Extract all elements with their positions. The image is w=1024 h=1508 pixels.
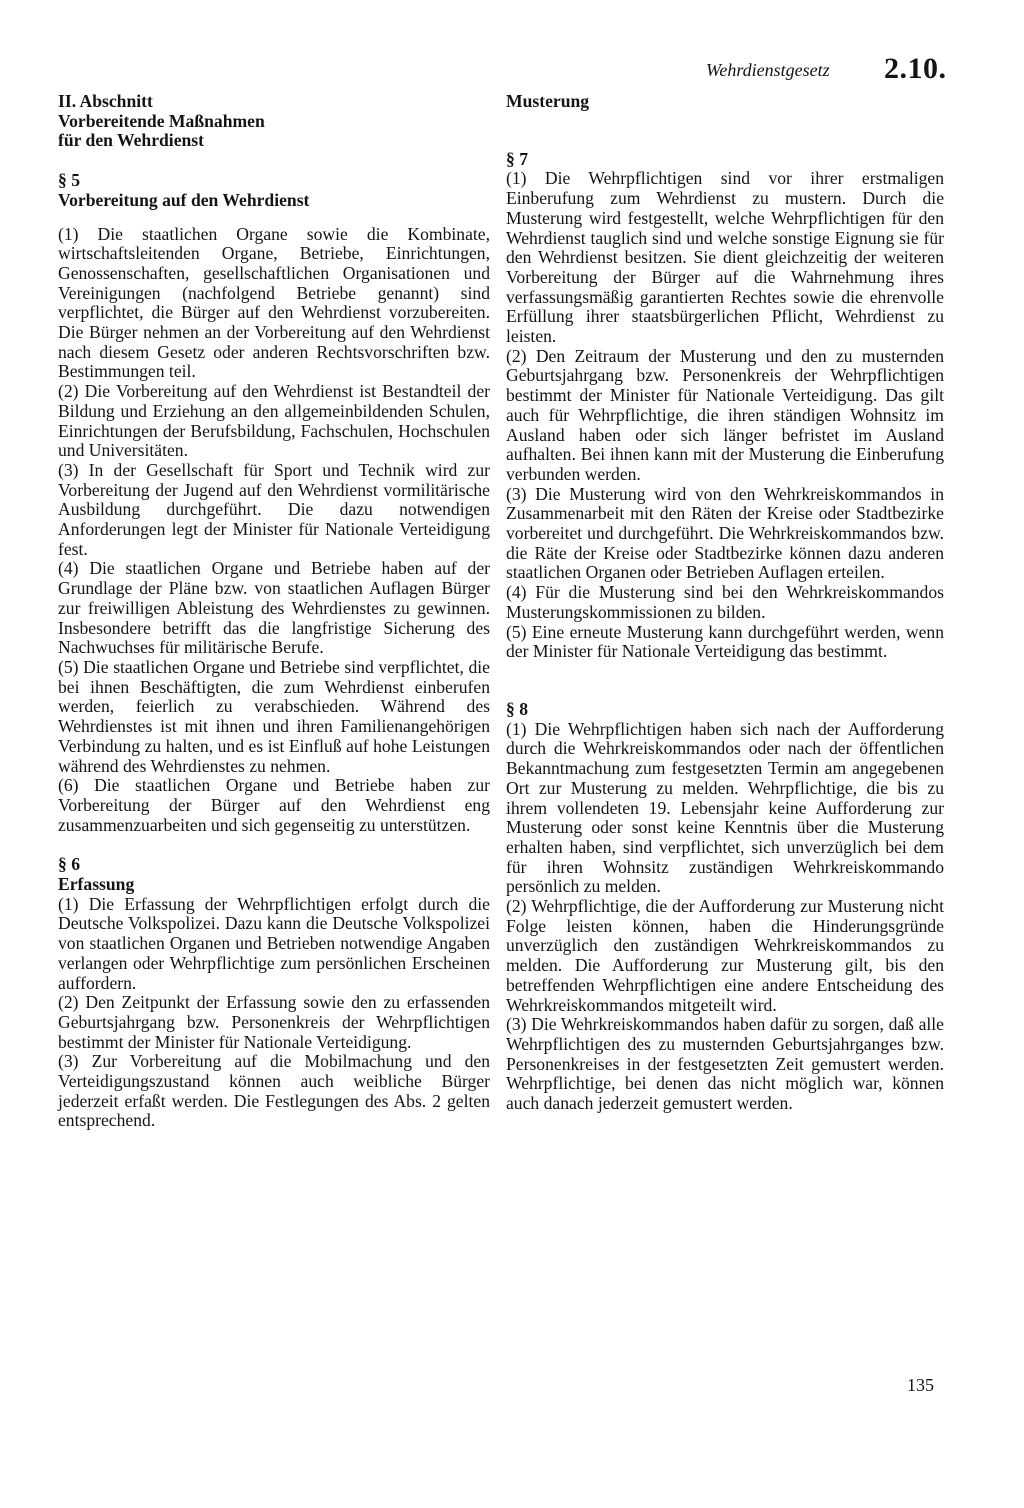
section-7-symbol: § 7: [506, 148, 528, 169]
s5-paragraph-4: (4) Die staatlichen Organe und Betriebe haben auf der Grundlage der Pläne bzw. von staatlichen Auflagen Bürger zur freiwilligen Ableistung des Wehrdienstes zu gewinnen. Insbesondere betrifft das die langfristige Sicherung des Nachwuchses für militärische Berufe.: [58, 558, 490, 658]
musterung-heading: Musterung: [506, 91, 590, 111]
s6-paragraph-1: (1) Die Erfassung der Wehrpflichtigen erfolgt durch die Deutsche Volkspolizei. Dazu kann die Deutsche Volkspolizei von staatlichen Organen und Betrieben notwendige Angaben verlangen oder Wehrpflichtige zum persönlichen Erscheinen auffordern.: [58, 893, 490, 993]
s8-paragraph-3: (3) Die Wehrkreiskommandos haben dafür zu sorgen, daß alle Wehrpflichtigen des zu musternden Geburtsjahrganges bzw. Personenkreises in der festgesetzten Zeit gemustert werden. Wehrpflichtige, bei denen das nicht möglich war, können auch danach jederzeit gemustert werden.: [506, 1014, 944, 1114]
running-title: Wehrdienstgesetz: [706, 60, 830, 80]
s8-paragraph-1: (1) Die Wehrpflichtigen haben sich nach der Aufforderung durch die Wehrkreiskommandos oder nach der öffentlichen Bekanntmachung zum festgesetzten Termin am angegebenen Ort zur Musterung zu melden. Wehrpflichtige, die bis zu ihrem vollendeten 19. Lebensjahr keine Aufforderung zur Musterung oder sonst keine Kenntnis über die Musterung erhalten haben, sind verpflichtet, sich unverzüglich bei dem für ihren Wohnsitz zuständigen Wehrkreiskommando persönlich zu melden.: [506, 718, 944, 897]
s5-paragraph-6: (6) Die staatlichen Organe und Betriebe haben zur Vorbereitung der Bürger auf den Wehrdienst eng zusammenzuarbeiten und sich gegenseitig zu unterstützen.: [58, 775, 490, 835]
s7-paragraph-3: (3) Die Musterung wird von den Wehrkreiskommandos in Zusammenarbeit mit den Räten der Kreise oder Stadtbezirke vorbereitet und durchgeführt. Die Wehrkreiskommandos bzw. die Räte der Kreise oder Stadtbezirke können dazu anderen staatlichen Organen oder Betrieben Auflagen erteilen.: [506, 483, 944, 583]
section-6-symbol: § 6: [58, 854, 80, 875]
s5-paragraph-2: (2) Die Vorbereitung auf den Wehrdienst ist Bestandteil der Bildung und Erziehung an den allgemeinbildenden Schulen, Einrichtungen der Berufsbildung, Fachschulen, Hochschulen und Universitäten.: [58, 381, 490, 461]
s7-paragraph-5: (5) Eine erneute Musterung kann durchgeführt werden, wenn der Minister für Nationale Verteidigung das bestimmt.: [506, 621, 944, 662]
chapter-heading-line1: II. Abschnitt: [58, 91, 153, 111]
s6-paragraph-3: (3) Zur Vorbereitung auf die Mobilmachung und den Verteidigungszustand können auch weibliche Bürger jederzeit erfaßt werden. Die Festlegungen des Abs. 2 gelten entsprechend.: [58, 1051, 490, 1131]
s5-paragraph-3: (3) In der Gesellschaft für Sport und Technik wird zur Vorbereitung der Jugend auf den Wehrdienst vormilitärische Ausbildung durchgeführt. Die dazu notwendigen Anforderungen legt der Minister für Nationale Verteidigung fest.: [58, 459, 490, 559]
s7-paragraph-4: (4) Für die Musterung sind bei den Wehrkreiskommandos Musterungskommissionen zu bilden.: [506, 582, 944, 622]
section-number: 2.10.: [884, 52, 947, 85]
s7-paragraph-2: (2) Den Zeitraum der Musterung und den zu musternden Geburtsjahrgang bzw. Personenkreis der Wehrpflichtigen bestimmt der Minister für Nationale Verteidigung. Das gilt auch für Wehrpflichtige, die ihren ständigen Wohnsitz im Ausland haben oder sich länger befristet im Ausland aufhalten. Bei ihnen kann mit der Musterung die Einberufung verbunden werden.: [506, 345, 944, 484]
s7-paragraph-1: (1) Die Wehrpflichtigen sind vor ihrer erstmaligen Einberufung zum Wehrdienst zu mustern. Durch die Musterung wird festgestellt, welche Wehrpflichtigen für den Wehrdienst tauglich sind und welche sonstige Eignung sie für den Wehrdienst besitzen. Sie dient gleichzeitig der weiteren Vorbereitung der Bürger auf die Wahrnehmung ihres verfassungsmäßig garantierten Rechtes sowie die ehrenvolle Erfüllung ihrer staatsbürgerlichen Pflicht, Wehrdienst zu leisten.: [506, 168, 944, 347]
s6-paragraph-2: (2) Den Zeitpunkt der Erfassung sowie den zu erfassenden Geburtsjahrgang bzw. Personenkreis der Wehrpflichtigen bestimmt der Minister für Nationale Verteidigung.: [58, 992, 490, 1052]
section-5-symbol: § 5: [58, 170, 80, 191]
left-column: [58, 92, 490, 1131]
section-6-title: Erfassung: [58, 874, 135, 895]
s5-paragraph-1: (1) Die staatlichen Organe sowie die Kombinate, wirtschaftsleitenden Organe, Betriebe, Einrichtungen, Genossenschaften, gesellschaftlichen Organisationen und Vereinigungen (nachfolgend Betriebe genannt) sind verpflichtet, die Bürger auf den Wehrdienst vorzubereiten. Die Bürger nehmen an der Vorbereitung auf den Wehrdienst nach diesem Gesetz oder anderen Rechtsvorschriften bzw. Bestimmungen teil.: [58, 223, 490, 382]
section-5-title: Vorbereitung auf den Wehrdienst: [58, 189, 310, 210]
right-column: [506, 92, 944, 1114]
section-8-symbol: § 8: [506, 698, 528, 719]
s5-paragraph-5: (5) Die staatlichen Organe und Betriebe sind verpflichtet, die bei ihnen Beschäftigten, die zum Wehrdienst einberufen werden, feierlich zu verabschieden. Während des Wehrdienstes ist mit ihnen und ihren Familienangehörigen Verbindung zu halten, und es ist Einfluß auf hohe Leistungen während des Wehrdienstes zu nehmen.: [58, 656, 490, 776]
chapter-heading-line3: für den Wehrdienst: [58, 130, 204, 151]
chapter-heading-line2: Vorbereitende Maßnahmen: [58, 110, 265, 131]
s8-paragraph-2: (2) Wehrpflichtige, die der Aufforderung zur Musterung nicht Folge leisten können, haben die Hinderungsgründe unverzüglich den zuständigen Wehrkreiskommandos zu melden. Die Aufforderung zur Musterung gilt, bis den betreffenden Wehrpflichtigen eine andere Entscheidung des Wehrkreiskommandos mitgeteilt wird.: [506, 896, 944, 1015]
page-number: 135: [907, 1375, 934, 1395]
